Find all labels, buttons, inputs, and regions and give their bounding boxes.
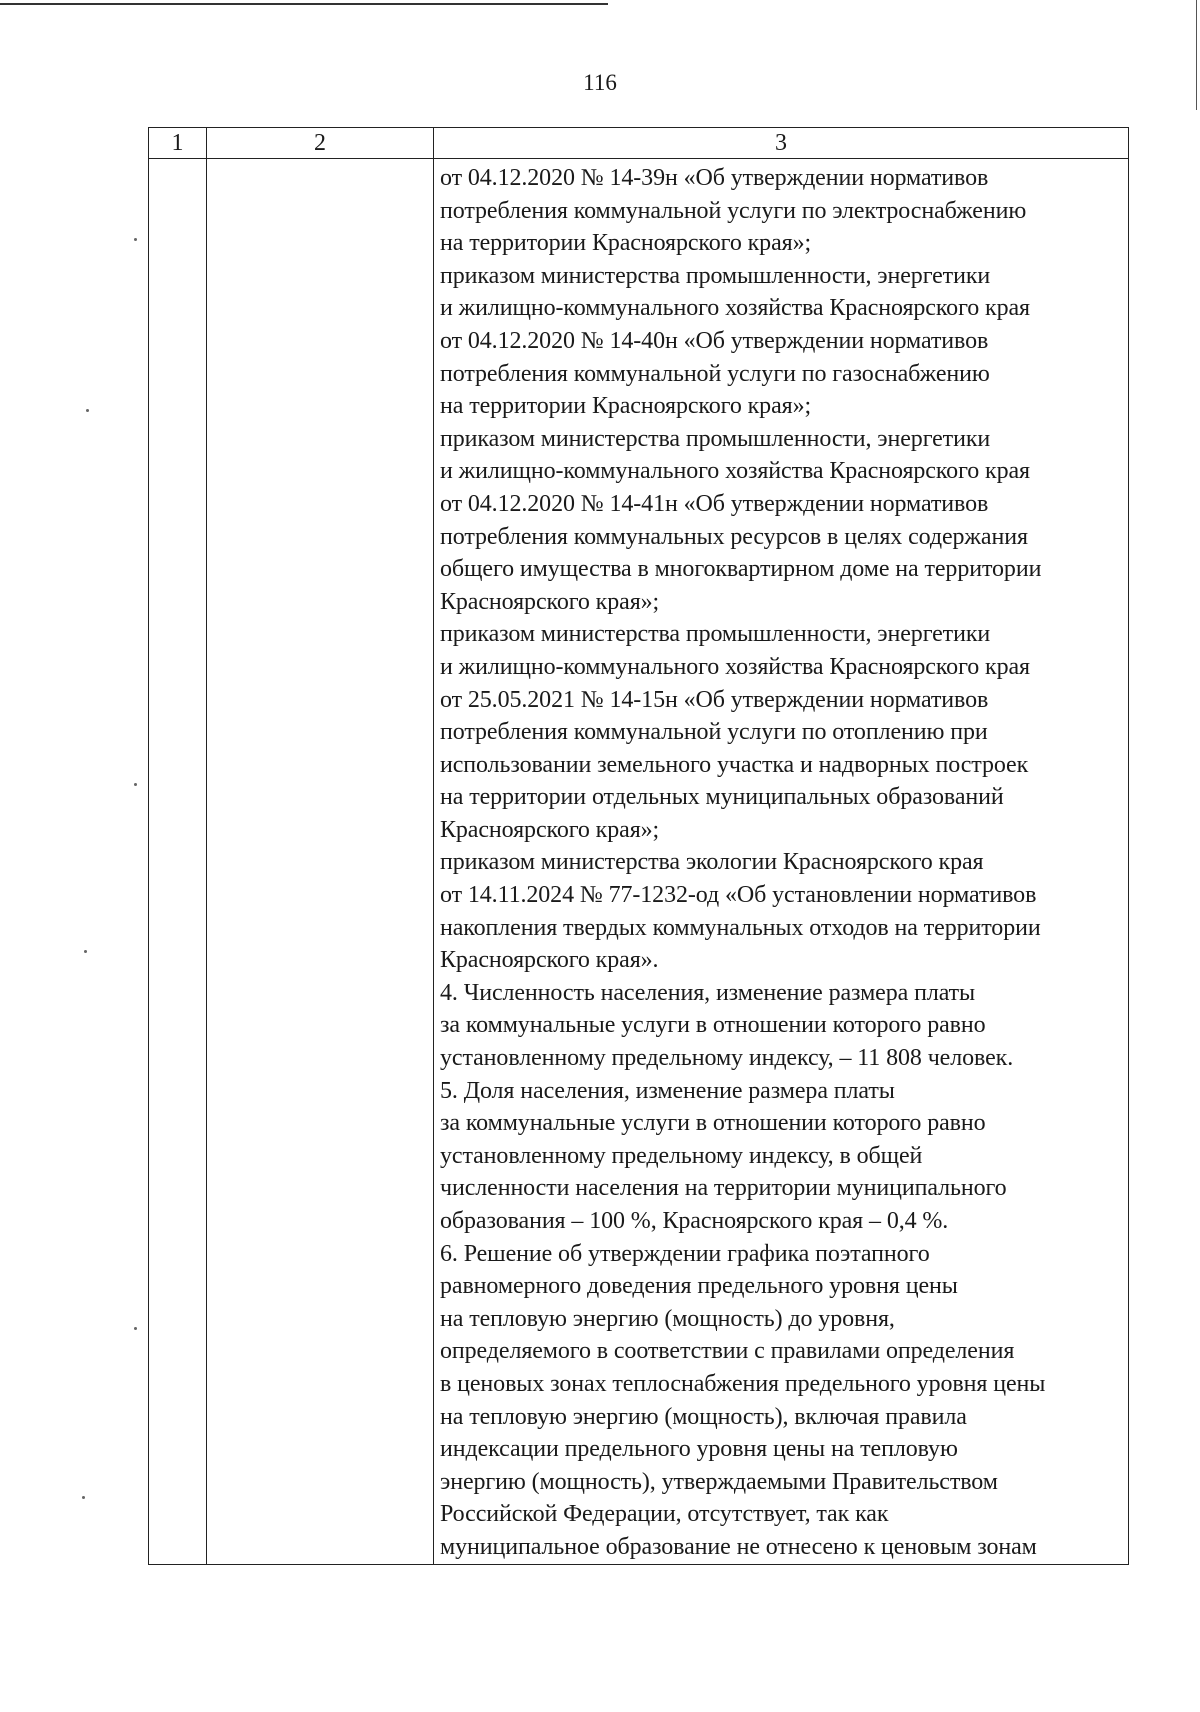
text-line: общего имущества в многоквартирном доме на территории <box>440 556 1042 583</box>
text-line: муниципальное образование не отнесено к ценовым зонам <box>440 1533 1037 1560</box>
scan-speck <box>84 950 87 953</box>
text-line: приказом министерства промышленности, энергетики <box>440 262 991 289</box>
text-line: Красноярского края». <box>440 947 659 974</box>
cell-col-1 <box>149 159 207 1565</box>
text-line: потребления коммунальной услуги по отоплению при <box>440 719 988 746</box>
cell-col-3 <box>434 159 1129 1565</box>
top-scan-rule <box>0 3 608 5</box>
text-line: от 04.12.2020 № 14-40н «Об утверждении нормативов <box>440 327 989 354</box>
text-line: на территории Красноярского края»; <box>440 393 812 420</box>
text-line: индексации предельного уровня цены на тепловую <box>440 1436 958 1463</box>
text-line: в ценовых зонах теплоснабжения предельного уровня цены <box>440 1370 1046 1397</box>
text-line: и жилищно-коммунального хозяйства Красноярского края <box>440 295 1030 322</box>
text-line: Красноярского края»; <box>440 588 660 615</box>
text-line: приказом министерства экологии Красноярского края <box>440 849 984 876</box>
header-col-2: 2 <box>207 128 434 159</box>
text-line: приказом министерства промышленности, энергетики <box>440 425 991 452</box>
table-row <box>149 159 1129 1565</box>
text-line: и жилищно-коммунального хозяйства Красноярского края <box>440 653 1030 680</box>
text-line: энергию (мощность), утверждаемыми Правительством <box>440 1468 998 1495</box>
text-line: Красноярского края»; <box>440 816 660 843</box>
text-line: равномерного доведения предельного уровня цены <box>440 1273 958 1300</box>
scan-speck <box>134 1327 137 1330</box>
text-line: от 14.11.2024 № 77-1232-од «Об установлении нормативов <box>440 882 1037 909</box>
scan-speck <box>86 409 89 412</box>
text-line: от 04.12.2020 № 14-39н «Об утверждении нормативов <box>440 165 989 191</box>
text-line: от 04.12.2020 № 14-41н «Об утверждении нормативов <box>440 490 989 517</box>
scan-speck <box>134 783 137 786</box>
text-line: 5. Доля населения, изменение размера платы <box>440 1077 895 1104</box>
text-line: численности населения на территории муниципального <box>440 1175 1007 1202</box>
document-table <box>148 127 1129 1565</box>
text-line: накопления твердых коммунальных отходов на территории <box>440 914 1041 941</box>
table-header-row <box>149 128 1129 159</box>
text-line: приказом министерства промышленности, энергетики <box>440 621 991 648</box>
text-line: потребления коммунальной услуги по электроснабжению <box>440 197 1027 224</box>
page-number: 116 <box>583 70 617 95</box>
text-line: образования – 100 %, Красноярского края – 0,4 %. <box>440 1208 949 1234</box>
text-line: использовании земельного участка и надворных построек <box>440 751 1029 778</box>
text-line: на тепловую энергию (мощность), включая правила <box>440 1403 967 1430</box>
text-line: определяемого в соответствии с правилами определения <box>440 1338 1015 1365</box>
text-line: потребления коммунальных ресурсов в целях содержания <box>440 523 1028 550</box>
text-line: на территории отдельных муниципальных образований <box>440 784 1004 811</box>
header-col-3: 3 <box>434 128 1129 159</box>
text-line: установленному предельному индексу, в общей <box>440 1142 923 1169</box>
text-line: за коммунальные услуги в отношении которого равно <box>440 1110 986 1137</box>
scan-speck <box>134 238 137 241</box>
text-line: 4. Численность населения, изменение размера платы <box>440 979 976 1006</box>
text-line: потребления коммунальной услуги по газоснабжению <box>440 360 990 387</box>
text-line: и жилищно-коммунального хозяйства Красноярского края <box>440 458 1030 485</box>
text-line: установленному предельному индексу, – 11 808 человек. <box>440 1045 1014 1072</box>
header-col-1: 1 <box>149 128 207 159</box>
text-line: Российской Федерации, отсутствует, так как <box>440 1501 889 1528</box>
text-line: от 25.05.2021 № 14-15н «Об утверждении нормативов <box>440 686 989 713</box>
text-line: на территории Красноярского края»; <box>440 230 812 257</box>
text-line: 6. Решение об утверждении графика поэтапного <box>440 1240 930 1267</box>
text-line: на тепловую энергию (мощность) до уровня, <box>440 1305 895 1332</box>
text-line: за коммунальные услуги в отношении которого равно <box>440 1012 986 1039</box>
cell-col-2 <box>207 159 434 1565</box>
scan-speck <box>82 1496 85 1499</box>
